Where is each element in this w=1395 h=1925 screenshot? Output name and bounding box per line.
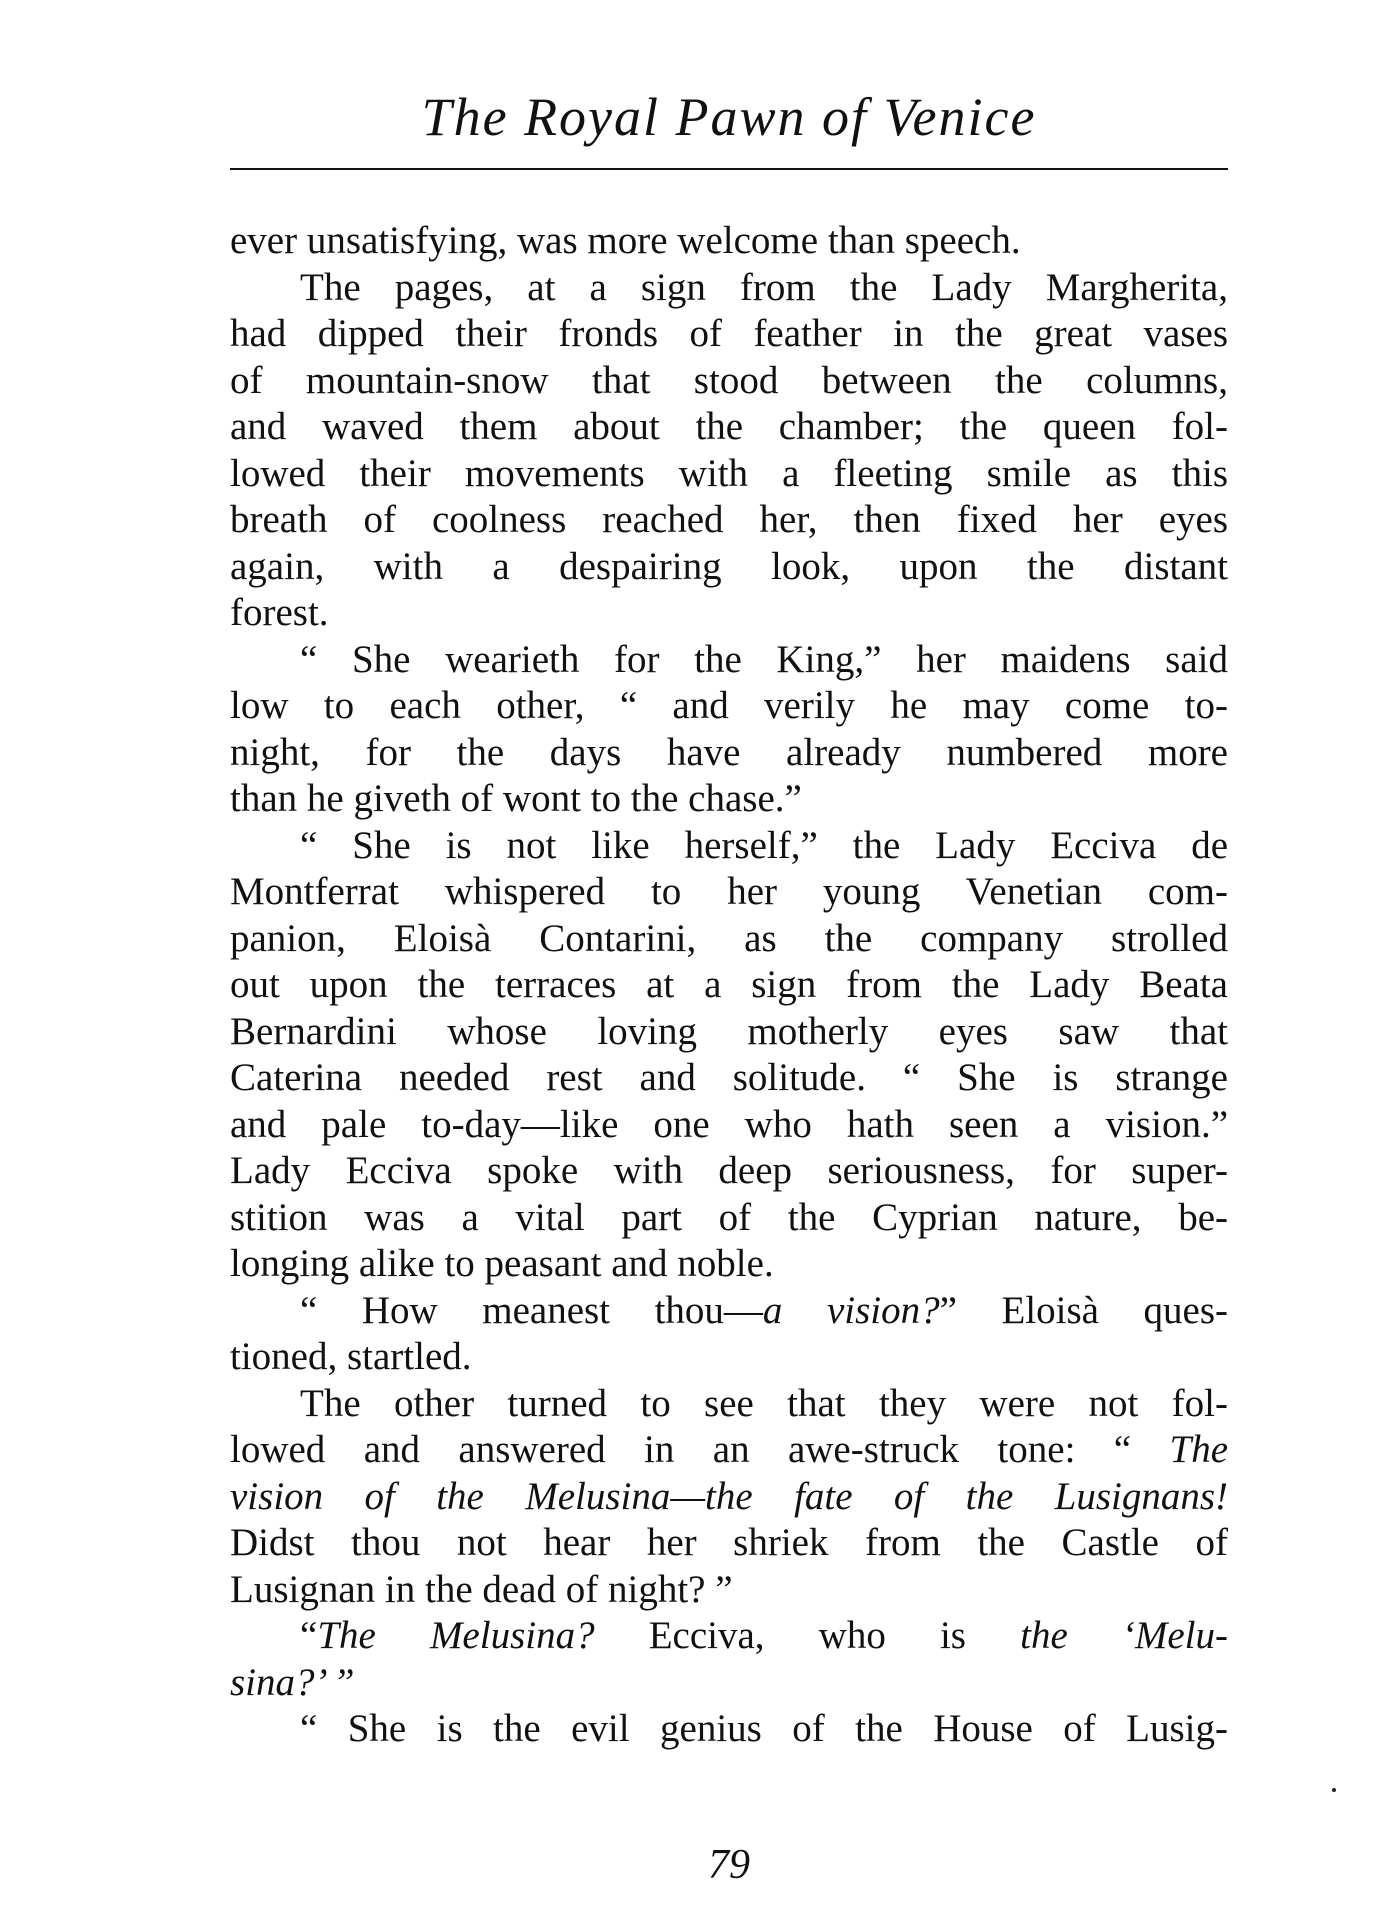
text-line (230, 265, 1228, 312)
text-line (230, 218, 1228, 265)
italic-run: vision of the Melusina—the fate of the Lusignans! (230, 1474, 1228, 1518)
text-line (230, 404, 1228, 451)
text-line (230, 1706, 1228, 1753)
text-run: Lady Ecciva spoke with deep seriousness, for super- (230, 1149, 1228, 1192)
text-run: forest. (230, 591, 329, 634)
italic-run: the ‘Melu- (1020, 1614, 1228, 1657)
text-run: The pages, at a sign from the Lady Margherita, (300, 265, 1228, 309)
text-run: ” Eloisà ques- (939, 1288, 1228, 1332)
text-line (230, 544, 1228, 591)
text-line (230, 1520, 1228, 1567)
text-line (230, 1195, 1228, 1242)
text-line (230, 1660, 1228, 1707)
text-run: “ She is the evil genius of the House of Lusig- (300, 1707, 1228, 1750)
text-line (230, 869, 1228, 916)
text-line (230, 1241, 1228, 1288)
text-run: Didst thou not hear her shriek from the Castle of (230, 1521, 1228, 1564)
text-line (230, 916, 1228, 963)
text-line (230, 823, 1228, 870)
text-run: low to each other, “ and verily he may come to- (230, 684, 1228, 727)
text-run: out upon the terraces at a sign from the Lady Beata (230, 963, 1228, 1006)
text-line (230, 497, 1228, 544)
text-run: Montferrat whispered to her young Venetian com- (230, 870, 1228, 913)
text-line (230, 1567, 1228, 1614)
text-line (230, 1381, 1228, 1428)
text-line (230, 683, 1228, 730)
text-run: The other turned to see that they were not fol- (300, 1381, 1228, 1425)
text-line (230, 1474, 1228, 1521)
text-line (230, 730, 1228, 777)
text-run: stition was a vital part of the Cyprian nature, be- (230, 1195, 1228, 1239)
text-line (230, 1148, 1228, 1195)
text-run: breath of coolness reached her, then fixed her eyes (230, 498, 1228, 541)
text-line (230, 590, 1228, 637)
body-text (230, 218, 1228, 1753)
text-run: “ She wearieth for the King,” her maidens said (300, 637, 1228, 681)
text-run: tioned, startled. (230, 1335, 472, 1378)
text-run: had dipped their fronds of feather in the great vases (230, 312, 1228, 355)
text-run: lowed and answered in an awe-struck tone: “ (230, 1428, 1170, 1471)
scan-speck (1332, 1788, 1336, 1792)
text-line (230, 1055, 1228, 1102)
text-line (230, 451, 1228, 498)
text-run: and waved them about the chamber; the queen fol- (230, 405, 1228, 448)
text-run: Caterina needed rest and solitude. “ She is strange (230, 1056, 1228, 1099)
text-run: night, for the days have already numbered more (230, 730, 1228, 774)
text-run: lowed their movements with a fleeting smile as this (230, 451, 1228, 495)
italic-run: a vision? (762, 1288, 940, 1332)
text-run: longing alike to peasant and noble. (230, 1242, 774, 1285)
running-header: The Royal Pawn of Venice (421, 87, 1037, 147)
text-run: and pale to-day—like one who hath seen a vision.” (230, 1102, 1228, 1146)
page-number: 79 (708, 1842, 750, 1888)
text-line (230, 637, 1228, 684)
text-run: ever unsatisfying, was more welcome than speech. (230, 219, 1021, 262)
text-run: again, with a despairing look, upon the distant (230, 544, 1228, 588)
text-run: Lusignan in the dead of night? ” (230, 1567, 733, 1611)
text-run: “ How meanest thou— (300, 1288, 763, 1332)
text-run: Ecciva, who is (594, 1614, 1021, 1657)
text-line (230, 962, 1228, 1009)
text-run: Bernardini whose loving motherly eyes saw that (230, 1009, 1228, 1053)
italic-run: The (1169, 1428, 1228, 1471)
text-line (230, 358, 1228, 405)
text-line (230, 1102, 1228, 1149)
text-run: than he giveth of wont to the chase.” (230, 777, 802, 820)
italic-run: sina?’ ” (230, 1660, 355, 1704)
text-line (230, 1613, 1228, 1660)
text-run: “ She is not like herself,” the Lady Ecciva de (300, 823, 1228, 867)
header-rule (230, 168, 1228, 170)
text-line (230, 1427, 1228, 1474)
text-run: “ (300, 1614, 318, 1657)
text-line (230, 776, 1228, 823)
text-run: of mountain-snow that stood between the columns, (230, 358, 1228, 402)
italic-run: The Melusina? (317, 1614, 595, 1657)
text-line (230, 311, 1228, 358)
text-run: panion, Eloisà Contarini, as the company strolled (230, 916, 1228, 960)
text-line (230, 1288, 1228, 1335)
text-line (230, 1009, 1228, 1056)
text-line (230, 1334, 1228, 1381)
